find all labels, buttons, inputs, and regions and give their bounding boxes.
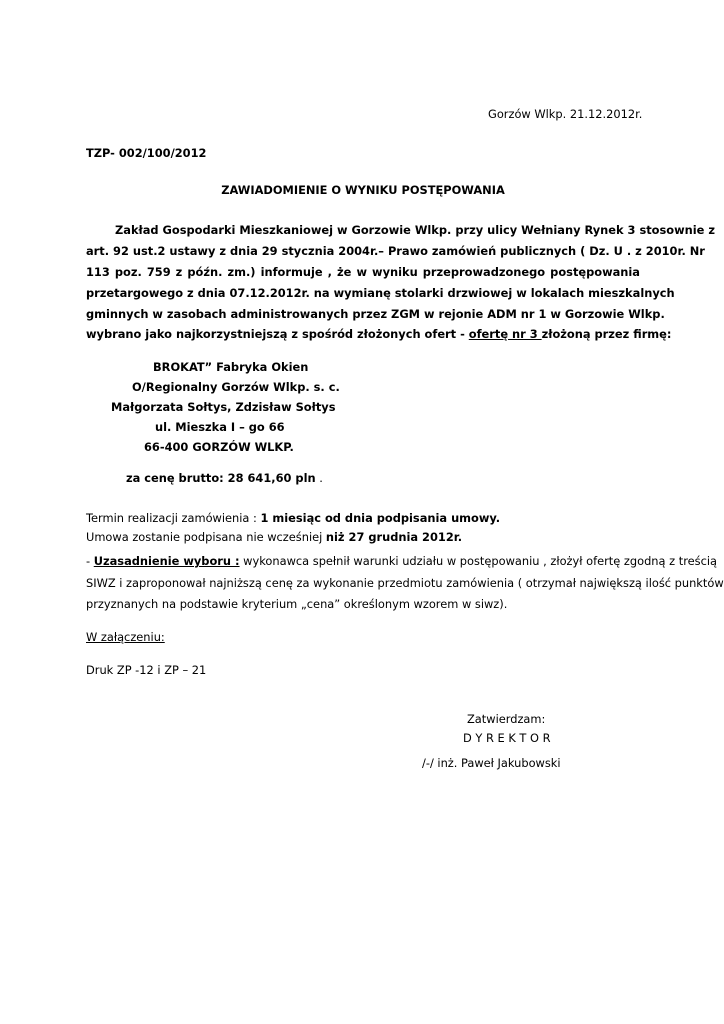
contract-label: Umowa zostanie podpisana nie wcześniej — [86, 530, 326, 544]
realization-term — [86, 511, 500, 525]
offer-number: ofertę nr 3 — [468, 327, 542, 341]
attachments-label: W załączeniu: — [86, 630, 165, 644]
price-value: za cenę brutto: 28 641,60 pln — [126, 471, 316, 485]
body-line-5: gminnych w zasobach administrowanych przez ZGM w rejonie ADM nr 1 w Gorzowie Wlkp. — [86, 307, 665, 321]
approval-label: Zatwierdzam: — [467, 712, 546, 726]
price-suffix: . — [315, 471, 323, 485]
document-title: ZAWIADOMIENIE O WYNIKU POSTĘPOWANIA — [221, 183, 505, 197]
body-line-3: 113 poz. 759 z późn. zm.) informuje , że w wyniku przeprowadzonego postępowania — [86, 265, 640, 279]
justification-line-1-text: wykonawca spełnił warunki udziału w postępowaniu , złożył ofertę zgodną z treścią — [239, 554, 717, 568]
director-title: D Y R E K T O R — [463, 731, 551, 745]
justification-line-1 — [86, 554, 717, 568]
company-city: 66-400 GORZÓW WLKP. — [144, 440, 294, 454]
justification-heading: Uzasadnienie wyboru : — [93, 554, 240, 568]
contract-date — [86, 530, 462, 544]
body-line-6-suffix: złożoną przez firmę: — [541, 327, 672, 341]
signatory-name: /-/ inż. Paweł Jakubowski — [422, 756, 561, 770]
company-owners: Małgorzata Sołtys, Zdzisław Sołtys — [111, 400, 336, 414]
attachments-value: Druk ZP -12 i ZP – 21 — [86, 663, 207, 677]
realization-label: Termin realizacji zamówienia : — [86, 511, 261, 525]
justification-line-2: SIWZ i zaproponował najniższą cenę za wykonanie przedmiotu zamówienia ( otrzymał największą ilość punktów — [86, 576, 724, 590]
justification-dash: - — [86, 554, 94, 568]
justification-line-3: przyznanych na podstawie kryterium „cena” określonym wzorem w siwz). — [86, 597, 508, 611]
body-line-6-prefix: wybrano jako najkorzystniejszą z spośród złożonych ofert - — [86, 327, 469, 341]
body-line-4: przetargowego z dnia 07.12.2012r. na wymianę stolarki drzwiowej w lokalach mieszkalnych — [86, 286, 675, 300]
place-and-date: Gorzów Wlkp. 21.12.2012r. — [488, 107, 643, 121]
company-street: ul. Mieszka I – go 66 — [155, 420, 285, 434]
company-branch: O/Regionalny Gorzów Wlkp. s. c. — [132, 380, 340, 394]
realization-value: 1 miesiąc od dnia podpisania umowy. — [260, 511, 501, 525]
body-line-2: art. 92 ust.2 ustawy z dnia 29 stycznia 2004r.– Prawo zamówień publicznych ( Dz. U . z 2010r. Nr — [86, 244, 705, 258]
price-line — [126, 471, 323, 485]
contract-value: niż 27 grudnia 2012r. — [325, 530, 463, 544]
body-line-1: Zakład Gospodarki Mieszkaniowej w Gorzowie Wlkp. przy ulicy Wełniany Rynek 3 stosownie z — [115, 223, 715, 237]
body-line-6 — [86, 327, 671, 341]
company-name: BROKAT” Fabryka Okien — [153, 360, 309, 374]
reference-number: TZP- 002/100/2012 — [86, 146, 207, 160]
